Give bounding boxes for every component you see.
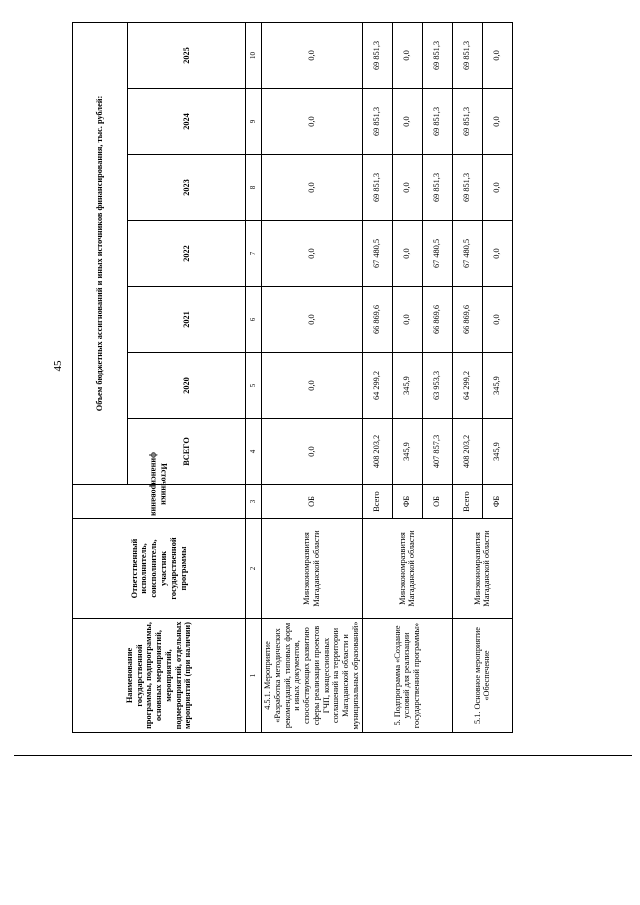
row-4511-executor: Минэкономразвития Магаданской области (262, 519, 363, 619)
subprogram-5-value-1-3: 0,0 (392, 221, 422, 287)
row-51-value-1-1: 345,9 (482, 353, 512, 419)
row-4511-value-1: 0,0 (262, 353, 363, 419)
row-51-value-0-1: 64 299,2 (452, 353, 482, 419)
header-year-4: 2023 (128, 155, 246, 221)
subprogram-5-value-0-2: 66 869,6 (362, 287, 392, 353)
row-51-value-0-4: 69 851,3 (452, 155, 482, 221)
header-year-0: ВСЕГО (128, 419, 246, 485)
page-separator-line (14, 755, 632, 756)
row-51-name: 5.1. Основное мероприятие «Обеспечение (452, 619, 512, 733)
header-name-cell: Наименование государственной программы, подпрограммы, основных мероприятий, мероприятий, подмероприятий, отдельных мероприятий (при наличии) (73, 619, 246, 733)
header-source-text: Источники финансирования (150, 452, 169, 517)
header-year-2: 2021 (128, 287, 246, 353)
header-colnum-10: 10 (246, 22, 262, 88)
subprogram-5-name: 5. Подпрограмма «Создание условий для реализации государственной программы» (362, 619, 452, 733)
header-colnum-6: 6 (246, 287, 262, 353)
row-51-executor: Минэкономразвития Магаданской области (452, 519, 512, 619)
subprogram-5-value-0-6: 69 851,3 (362, 22, 392, 88)
header-colnum-5: 5 (246, 353, 262, 419)
header-executor-cell: Ответственный исполнитель, соисполнитель, участник государственной программы (73, 519, 246, 619)
row-4511-name: 4.5.1. Мероприятие «Разработка методических рекомендаций, типовых форм и иных документов, способствующих развитию сферы реализации проектов ГЧП, концессионных соглашений на территории Магаданской области и муниципальных образований» (262, 619, 363, 733)
row-4511-value-6: 0,0 (262, 22, 363, 88)
subprogram-5-value-0-3: 67 480,5 (362, 221, 392, 287)
subprogram-5-value-2-0: 407 857,3 (422, 419, 452, 485)
subprogram-5-value-2-4: 69 851,3 (422, 155, 452, 221)
row-4511-value-5: 0,0 (262, 89, 363, 155)
subprogram-5-value-0-5: 69 851,3 (362, 89, 392, 155)
subprogram-5-executor: Минэкономразвития Магаданской области (362, 519, 452, 619)
subprogram-5-source-1: ФБ (392, 485, 422, 519)
subprogram-5-value-0-0: 408 203,2 (362, 419, 392, 485)
subprogram-5-value-1-0: 345,9 (392, 419, 422, 485)
header-colnum-9: 9 (246, 89, 262, 155)
row-4511-value-0: 0,0 (262, 419, 363, 485)
financing-table (72, 22, 513, 733)
header-source-cell (73, 452, 246, 519)
row-51-value-1-4: 0,0 (482, 155, 512, 221)
subprogram-5-value-1-4: 0,0 (392, 155, 422, 221)
header-colnum-7: 7 (246, 221, 262, 287)
row-51-value-0-0: 408 203,2 (452, 419, 482, 485)
subprogram-5-value-2-2: 66 869,6 (422, 287, 452, 353)
row-4511-value-2: 0,0 (262, 287, 363, 353)
subprogram-5-value-1-6: 0,0 (392, 22, 422, 88)
subprogram-5-value-1-5: 0,0 (392, 89, 422, 155)
subprogram-5-value-1-1: 345,9 (392, 353, 422, 419)
row-51-value-1-5: 0,0 (482, 89, 512, 155)
row-51-value-0-6: 69 851,3 (452, 22, 482, 88)
header-year-5: 2024 (128, 89, 246, 155)
subprogram-5-value-1-2: 0,0 (392, 287, 422, 353)
header-colnum-1: 1 (246, 619, 262, 733)
row-51-value-1-3: 0,0 (482, 221, 512, 287)
header-colnum-3: 3 (246, 485, 262, 519)
row-51-source-0: Всего (452, 485, 482, 519)
subprogram-5-value-2-3: 67 480,5 (422, 221, 452, 287)
subprogram-5-value-0-4: 69 851,3 (362, 155, 392, 221)
row-4511-value-4: 0,0 (262, 155, 363, 221)
subprogram-5-source-2: ОБ (422, 485, 452, 519)
row-51-value-1-2: 0,0 (482, 287, 512, 353)
subprogram-5-value-2-6: 69 851,3 (422, 22, 452, 88)
row-51-value-0-5: 69 851,3 (452, 89, 482, 155)
subprogram-5-value-0-1: 64 299,2 (362, 353, 392, 419)
header-colnum-4: 4 (246, 419, 262, 485)
subprogram-5-value-2-5: 69 851,3 (422, 89, 452, 155)
row-51-value-1-6: 0,0 (482, 22, 512, 88)
row-51-value-0-3: 67 480,5 (452, 221, 482, 287)
page-number: 45 (52, 360, 64, 372)
header-year-1: 2020 (128, 353, 246, 419)
header-year-3: 2022 (128, 221, 246, 287)
header-colnum-2: 2 (246, 519, 262, 619)
header-year-6: 2025 (128, 22, 246, 88)
row-4511-source: ОБ (262, 485, 363, 519)
row-4511-value-3: 0,0 (262, 221, 363, 287)
rotated-table-container (72, 27, 610, 733)
header-volume-cell: Объем бюджетных ассигнований и иных источников финансирования, тыс. рублей: (73, 22, 128, 484)
subprogram-5-value-2-1: 63 953,3 (422, 353, 452, 419)
row-51-value-1-0: 345,9 (482, 419, 512, 485)
row-51-value-0-2: 66 869,6 (452, 287, 482, 353)
row-51-source-1: ФБ (482, 485, 512, 519)
header-colnum-8: 8 (246, 155, 262, 221)
subprogram-5-source-0: Всего (362, 485, 392, 519)
